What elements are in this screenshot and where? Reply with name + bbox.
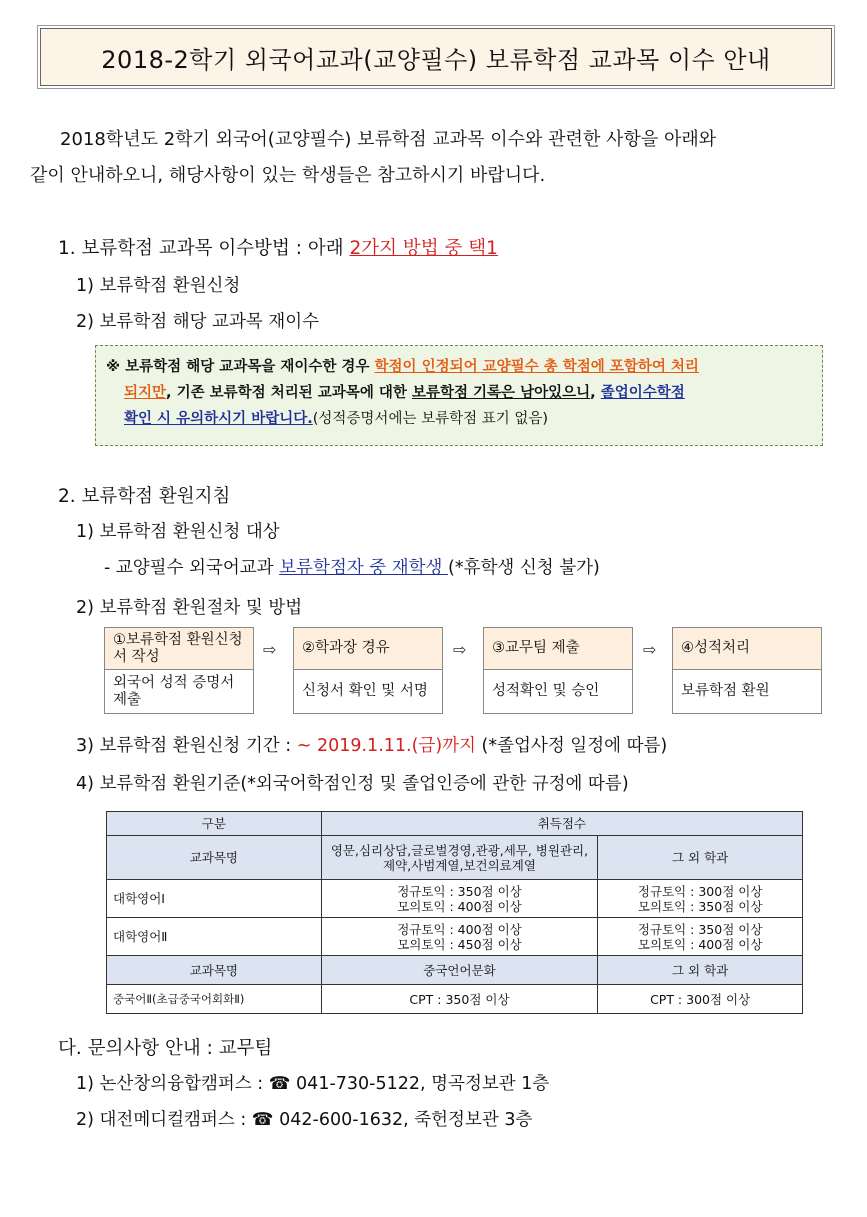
arrow-icon: ⇨ [263,640,277,659]
step-4-title: ④성적처리 [673,628,821,670]
table-row [107,880,803,918]
target-text-a: - 교양필수 외국어교과 [104,558,280,578]
table-header-score: 취득점수 [321,812,802,836]
course-name: 대학영어Ⅱ [107,918,322,956]
course-name: 대학영어Ⅰ [107,880,322,918]
note-blue-2: 확인 시 유의하시기 바랍니다. [124,411,313,427]
section1-item-2: 2) 보류학점 해당 교과목 재이수 [76,312,320,332]
score-cell: CPT : 350점 이상 [321,985,598,1014]
note-blue-1: 졸업이수학점 [600,385,685,401]
intro-line-2: 같이 안내하오니, 해당사항이 있는 학생들은 참고하시기 바랍니다. [30,165,546,186]
page-title: 2018-2학기 외국어교과(교양필수) 보류학점 교과목 이수 안내 [40,28,832,86]
arrow-icon: ⇨ [643,640,657,659]
step-1-box [104,627,254,714]
note-text-3: , [590,385,601,401]
step-2-desc: 신청서 확인 및 서명 [302,683,428,699]
table-row [107,812,803,836]
table-header-dept-1: 영문,심리상담,글로벌경영,관광,세무, 병원관리,제약,사범계열,보건의료계열 [321,836,598,880]
section2-heading: 2. 보류학점 환원지침 [58,486,231,507]
arrow-icon: ⇨ [453,640,467,659]
step-3-box [483,627,633,714]
step-3-desc: 성적확인 및 승인 [492,683,600,699]
table-row [107,918,803,956]
score-cell: 정규토익 : 350점 이상 모의토익 : 400점 이상 [321,880,598,918]
section1-heading-text: 1. 보류학점 교과목 이수방법 : 아래 [58,238,350,259]
period-deadline: ~ 2019.1.11.(금)까지 [296,736,476,756]
note-underline: 보류학점 기록은 남아있으니 [411,385,591,401]
intro-line-1: 2018학년도 2학기 외국어(교양필수) 보류학점 교과목 이수와 관련한 사항을 아래와 [60,129,717,150]
section2-sub-4: 4) 보류학점 환원기준(*외국어학점인정 및 졸업인증에 관한 규정에 따름) [76,774,629,794]
step-1-title: ①보류학점 환원신청서 작성 [105,628,253,670]
section2-sub-1: 1) 보류학점 환원신청 대상 [76,522,280,542]
table-row [107,985,803,1014]
section1-heading-highlight: 2가지 방법 중 택1 [349,238,498,259]
step-3-title: ③교무팀 제출 [484,628,632,670]
section1-item-1: 1) 보류학점 환원신청 [76,276,241,296]
score-cell: CPT : 300점 이상 [598,985,803,1014]
score-cell: 정규토익 : 400점 이상 모의토익 : 450점 이상 [321,918,598,956]
table-header-dept-2: 그 외 학과 [598,836,803,880]
table-header-other: 그 외 학과 [598,956,803,985]
score-cell: 정규토익 : 300점 이상 모의토익 : 350점 이상 [598,880,803,918]
section2-target [104,554,600,579]
step-1-desc: 외국어 성적 증명서 제출 [113,674,235,708]
section1-heading [58,234,498,260]
step-4-box [672,627,822,714]
note-text-2: , 기존 보류학점 처리된 교과목에 대한 [166,385,412,401]
table-header-gubun: 구분 [107,812,322,836]
step-4-desc: 보류학점 환원 [681,683,770,699]
period-note: (*졸업사정 일정에 따름) [475,736,668,756]
note-normal: (성적증명서에는 보류학점 표기 없음) [312,411,548,427]
period-label: 3) 보류학점 환원신청 기간 : [76,736,297,756]
table-row [107,956,803,985]
criteria-table [106,811,803,1014]
note-text-1: ※ 보류학점 해당 교과목을 재이수한 경우 [106,359,375,375]
section2-sub-3 [76,732,667,757]
course-name: 중국어Ⅱ(초급중국어회화Ⅱ) [107,985,322,1014]
table-row [107,836,803,880]
section3-heading: 다. 문의사항 안내 : 교무팀 [58,1038,273,1059]
note-orange-1: 학점이 인정되어 교양필수 총 학점에 포함하여 처리 [374,359,699,375]
table-header-chinese: 중국언어문화 [321,956,598,985]
step-2-box [293,627,443,714]
note-orange-2: 되지만 [124,385,167,401]
score-cell: 정규토익 : 350점 이상 모의토익 : 400점 이상 [598,918,803,956]
contact-daejeon: 2) 대전메디컬캠퍼스 : ☎ 042-600-1632, 죽헌정보관 3층 [76,1110,533,1130]
target-highlight: 보류학점자 중 재학생 [279,558,448,578]
retake-note [95,345,823,446]
section2-sub-2: 2) 보류학점 환원절차 및 방법 [76,598,303,618]
table-header-course-2: 교과목명 [107,956,322,985]
contact-nonsan: 1) 논산창의융합캠퍼스 : ☎ 041-730-5122, 명곡정보관 1층 [76,1074,550,1094]
target-text-b: (*휴학생 신청 불가) [448,558,600,578]
table-header-course: 교과목명 [107,836,322,880]
step-2-title: ②학과장 경유 [294,628,442,670]
